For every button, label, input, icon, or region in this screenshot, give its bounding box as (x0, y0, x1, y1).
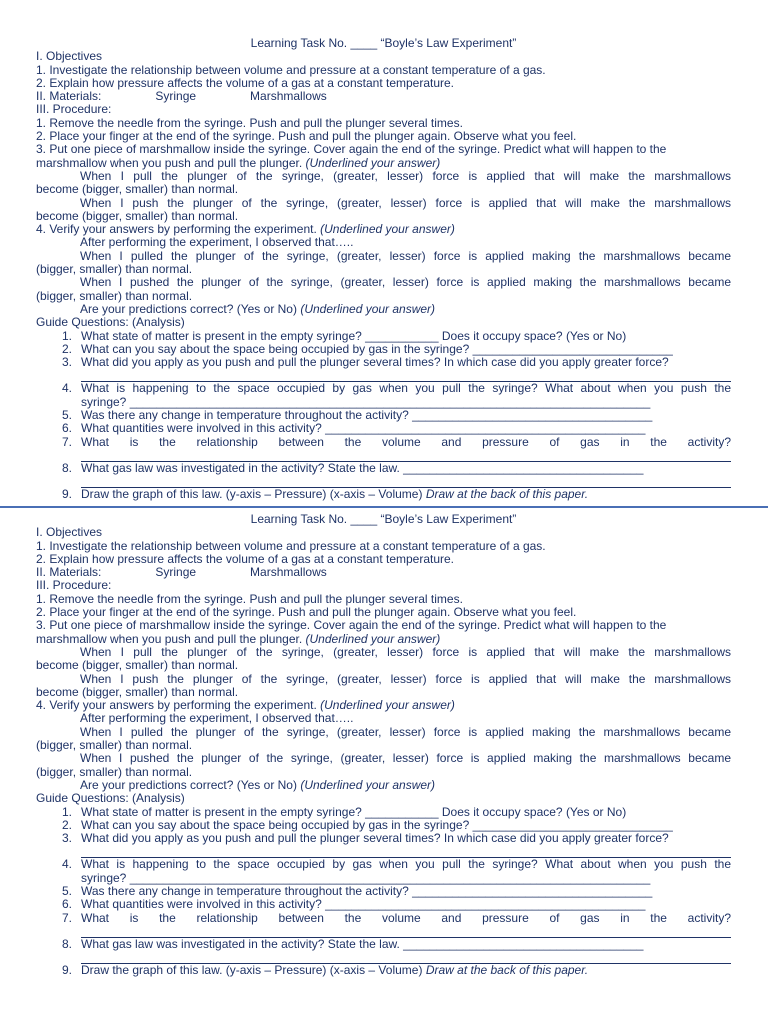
procedure-step-1: 1. Remove the needle from the syringe. Push and pull the plunger several times. (36, 116, 463, 130)
predictions-correct-line (36, 779, 731, 792)
underline-instruction: (Underlined your answer) (300, 302, 436, 316)
underline-instruction: (Underlined your answer) (305, 156, 441, 170)
pulled-result-line-2: (bigger, smaller) than normal. (36, 739, 193, 753)
pulled-result-line-2: (bigger, smaller) than normal. (36, 263, 193, 277)
guide-question-5 (36, 885, 731, 898)
question-9-text: Draw the graph of this law. (y-axis – Pressure) (x-axis – Volume) (81, 964, 423, 978)
guide-questions-heading: Guide Questions: (Analysis) (36, 792, 185, 806)
question-text: What did you apply as you push and pull the plunger several times? In which case did you apply greater force? (81, 356, 669, 370)
push-prediction-line-1: When I push the plunger of the syringe, (greater, lesser) force is applied that will make the marshmallows (80, 672, 731, 686)
pull-prediction-line-1: When I pull the plunger of the syringe, (greater, lesser) force is applied that will make the marshmallows (80, 169, 731, 183)
question-number: 4. (61, 381, 72, 396)
question-number: 1. (61, 804, 72, 819)
guide-question-3 (36, 832, 731, 845)
graph-instruction: Draw at the back of this paper. (425, 488, 589, 502)
material-syringe: Syringe (155, 90, 197, 104)
guide-question-6 (36, 422, 731, 435)
question-number: 6. (61, 421, 72, 436)
question-number: 8. (61, 460, 72, 475)
question-number: 3. (61, 355, 72, 370)
guide-question-7 (36, 436, 731, 449)
pulled-result-line-1: When I pulled the plunger of the syringe, (greater, lesser) force is applied making the marshmallows became (80, 725, 731, 739)
procedure-step-3-line-1: 3. Put one piece of marshmallow inside the syringe. Cover again the end of the syringe. Predict what will happen to the (36, 619, 667, 633)
question-number: 4. (61, 857, 72, 872)
objective-2: 2. Explain how pressure affects the volume of a gas at a constant temperature. (36, 552, 455, 566)
question-text: What quantities were involved in this activity? ________________________________________________ (81, 422, 646, 436)
question-number: 2. (61, 817, 72, 832)
question-text: What can you say about the space being occupied by gas in the syringe? ______________________________ (81, 818, 673, 832)
question-text: What state of matter is present in the empty syringe? ___________ Does it occupy space? (Yes or No) (81, 805, 627, 819)
question-text: Was there any change in temperature throughout the activity? ____________________________________ (81, 885, 653, 899)
predictions-correct-line (36, 303, 731, 316)
guide-question-1 (36, 330, 731, 343)
worksheet-bottom (36, 513, 731, 978)
guide-question-1 (36, 806, 731, 819)
guide-question-6 (36, 898, 731, 911)
pulled-result-line-1: When I pulled the plunger of the syringe, (greater, lesser) force is applied making the marshmallows became (80, 249, 731, 263)
guide-questions-heading: Guide Questions: (Analysis) (36, 316, 185, 330)
task-title: Learning Task No. ____ “Boyle’s Law Experiment” (250, 37, 517, 50)
worksheet-top (36, 37, 731, 502)
question-number: 5. (61, 884, 72, 899)
guide-question-9 (36, 964, 731, 977)
question-number: 6. (61, 897, 72, 912)
push-prediction-line-1: When I push the plunger of the syringe, (greater, lesser) force is applied that will make the marshmallows (80, 196, 731, 210)
pushed-result-line-1: When I pushed the plunger of the syringe, (greater, lesser) force is applied making the marshmallows became (80, 752, 731, 766)
procedure-step-3-line-1: 3. Put one piece of marshmallow inside the syringe. Cover again the end of the syringe. Predict what will happen to the (36, 143, 667, 157)
procedure-step-2: 2. Place your finger at the end of the syringe. Push and pull the plunger again. Observe what you feel. (36, 606, 577, 620)
underline-instruction: (Underlined your answer) (305, 632, 441, 646)
pushed-result-line-2: (bigger, smaller) than normal. (36, 765, 193, 779)
procedure-step-3-line-2 (36, 157, 731, 170)
question-text: Was there any change in temperature throughout the activity? ____________________________________ (81, 409, 653, 423)
procedure-step-3-text: marshmallow when you push and pull the plunger. (36, 156, 303, 170)
answer-line (81, 845, 731, 858)
question-9-text: Draw the graph of this law. (y-axis – Pressure) (x-axis – Volume) (81, 488, 423, 502)
guide-question-3 (36, 356, 731, 369)
guide-question-4 (36, 858, 731, 871)
guide-question-7 (36, 912, 731, 925)
question-text (72, 964, 731, 977)
procedure-step-4-text: 4. Verify your answers by performing the experiment. (36, 699, 317, 713)
question-text (72, 488, 731, 501)
objectives-heading: I. Objectives (36, 50, 103, 64)
procedure-step-4-text: 4. Verify your answers by performing the experiment. (36, 223, 317, 237)
procedure-step-4 (36, 223, 731, 236)
guide-question-8 (36, 938, 731, 951)
question-text: What gas law was investigated in the activity? State the law. ____________________________________ (81, 461, 644, 475)
materials-label: II. Materials: (36, 90, 102, 104)
question-text: What can you say about the space being occupied by gas in the syringe? ______________________________ (81, 342, 673, 356)
underline-instruction: (Underlined your answer) (320, 223, 455, 237)
materials-line (36, 90, 731, 103)
question-text: What is happening to the space occupied by gas when you pull the syringe? What about when you push the (81, 858, 731, 872)
question-number: 7. (61, 910, 72, 925)
objective-2: 2. Explain how pressure affects the volume of a gas at a constant temperature. (36, 76, 455, 90)
observed-line: After performing the experiment, I observed that….. (80, 236, 354, 250)
pushed-result-line-2: (bigger, smaller) than normal. (36, 289, 193, 303)
question-text: What quantities were involved in this activity? ________________________________________________ (81, 898, 646, 912)
guide-question-8 (36, 462, 731, 475)
answer-line (81, 925, 731, 938)
question-number: 3. (61, 831, 72, 846)
procedure-step-4 (36, 699, 731, 712)
material-syringe: Syringe (155, 566, 197, 580)
question-number: 9. (61, 963, 72, 978)
question-text: What state of matter is present in the empty syringe? ___________ Does it occupy space? (Yes or No) (81, 329, 627, 343)
question-text: What gas law was investigated in the activity? State the law. ____________________________________ (81, 937, 644, 951)
answer-line (81, 369, 731, 382)
graph-instruction: Draw at the back of this paper. (425, 964, 589, 978)
question-number: 9. (61, 487, 72, 502)
predictions-correct-text: Are your predictions correct? (Yes or No) (80, 778, 297, 792)
observed-line: After performing the experiment, I observed that….. (80, 712, 354, 726)
push-prediction-line-2: become (bigger, smaller) than normal. (36, 685, 239, 699)
question-4-continuation: syringe? ______________________________________________________________________________ (81, 395, 651, 409)
question-number: 5. (61, 408, 72, 423)
objective-1: 1. Investigate the relationship between volume and pressure at a constant temperature of a gas. (36, 539, 546, 553)
guide-question-4 (36, 382, 731, 395)
push-prediction-line-2: become (bigger, smaller) than normal. (36, 209, 239, 223)
question-number: 8. (61, 936, 72, 951)
pushed-result-line-1: When I pushed the plunger of the syringe, (greater, lesser) force is applied making the marshmallows became (80, 276, 731, 290)
question-text: What is the relationship between the volume and pressure of gas in the activity? (81, 911, 731, 925)
question-4-continuation: syringe? ______________________________________________________________________________ (81, 871, 651, 885)
answer-line (81, 449, 731, 462)
underline-instruction: (Underlined your answer) (320, 699, 455, 713)
procedure-step-1: 1. Remove the needle from the syringe. Push and pull the plunger several times. (36, 592, 463, 606)
pull-prediction-line-1: When I pull the plunger of the syringe, (greater, lesser) force is applied that will make the marshmallows (80, 645, 731, 659)
procedure-heading: III. Procedure: (36, 103, 112, 117)
answer-line (81, 951, 731, 964)
objectives-heading: I. Objectives (36, 526, 103, 540)
page-divider (0, 506, 768, 508)
guide-question-2 (36, 819, 731, 832)
task-title: Learning Task No. ____ “Boyle’s Law Experiment” (250, 513, 517, 526)
answer-line (81, 475, 731, 488)
procedure-step-3-text: marshmallow when you push and pull the plunger. (36, 632, 303, 646)
guide-question-5 (36, 409, 731, 422)
procedure-step-2: 2. Place your finger at the end of the syringe. Push and pull the plunger again. Observe what you feel. (36, 130, 577, 144)
material-marshmallows: Marshmallows (250, 566, 327, 580)
objective-1: 1. Investigate the relationship between volume and pressure at a constant temperature of a gas. (36, 63, 546, 77)
guide-question-9 (36, 488, 731, 501)
predictions-correct-text: Are your predictions correct? (Yes or No) (80, 302, 297, 316)
question-text: What is happening to the space occupied by gas when you pull the syringe? What about when you push the (81, 382, 731, 396)
procedure-step-3-line-2 (36, 633, 731, 646)
question-number: 1. (61, 328, 72, 343)
materials-line (36, 566, 731, 579)
question-text: What did you apply as you push and pull the plunger several times? In which case did you apply greater force? (81, 832, 669, 846)
material-marshmallows: Marshmallows (250, 90, 327, 104)
pull-prediction-line-2: become (bigger, smaller) than normal. (36, 659, 239, 673)
materials-label: II. Materials: (36, 566, 102, 580)
pull-prediction-line-2: become (bigger, smaller) than normal. (36, 183, 239, 197)
underline-instruction: (Underlined your answer) (300, 778, 436, 792)
question-number: 2. (61, 341, 72, 356)
question-text: What is the relationship between the volume and pressure of gas in the activity? (81, 435, 731, 449)
procedure-heading: III. Procedure: (36, 579, 112, 593)
question-number: 7. (61, 434, 72, 449)
guide-question-2 (36, 343, 731, 356)
